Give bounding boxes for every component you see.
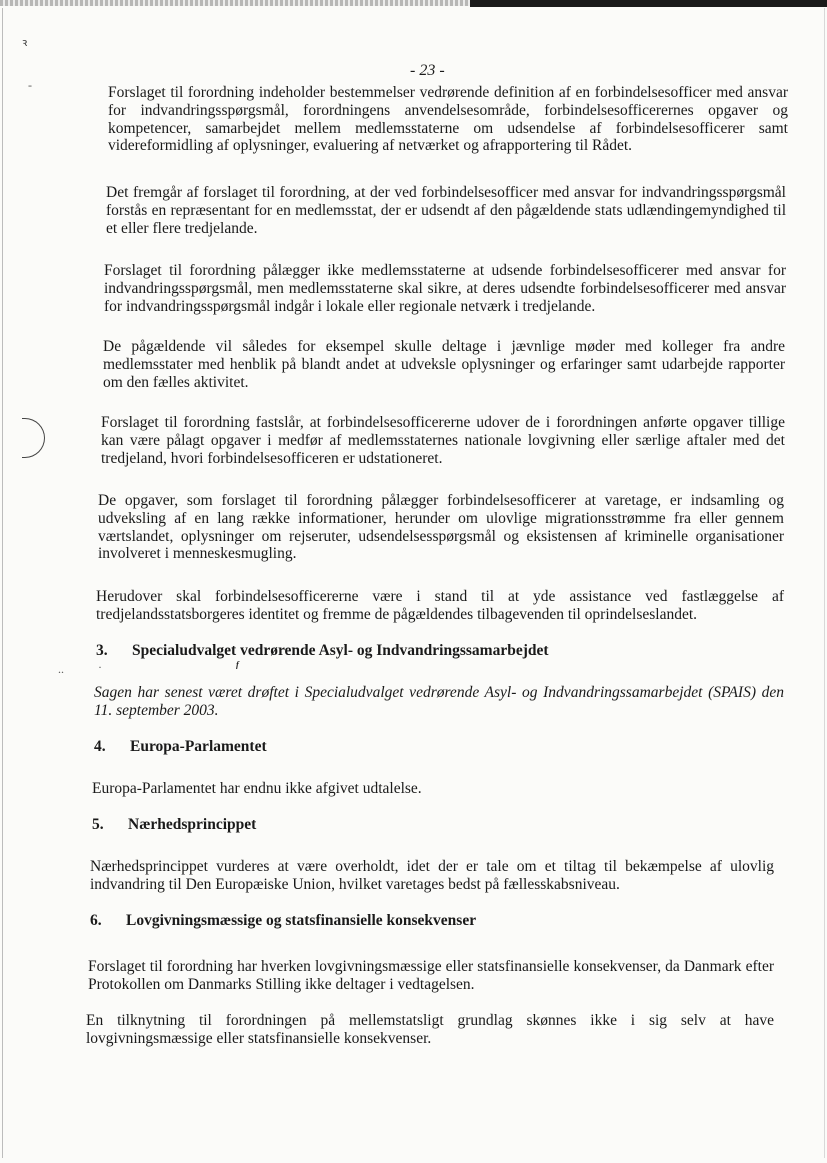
section-body: Nærhedsprincippet vurderes at være overholdt, idet der er tale om et tiltag til bekæmpelse af ulovlig indvandring til Den Europæiske Union, hvilket varetages bedst på fællesskabsniveau. — [90, 858, 774, 893]
section-number: 3. — [96, 642, 108, 659]
section-heading — [90, 912, 476, 930]
section-title: Nærhedsprincippet — [128, 816, 257, 833]
scan-artifact-top — [0, 0, 470, 6]
paragraph: Forslaget til forordning indeholder bestemmelser vedrørende definition af en forbindelsesofficer med ansvar for indvandringsspørgsmål, forordningens anvendelsesområde, forbindelsesofficerernes opgaver og kompetencer, samarbejdet mellem medlemsstaterne om udsendelse af forbindelsesofficerer samt videreformidling af oplysninger, evaluering af netværket og afrapportering til Rådet. — [108, 84, 788, 155]
section-body: Forslaget til forordning har hverken lovgivningsmæssige eller statsfinansielle konsekvenser, da Danmark efter Protokollen om Danmarks Stilling ikke deltager i vedtagelsen. — [88, 958, 774, 993]
paragraph: De pågældende vil således for eksempel skulle deltage i jævnlige møder med kolleger fra andre medlemsstater med henblik på blandt andet at udveksle oplysninger og erfaringer samt udarbejde rapporter om den fælles aktivitet. — [103, 338, 785, 391]
section-title: Lovgivningsmæssige og statsfinansielle konsekvenser — [126, 912, 477, 929]
section-body: En tilknytning til forordningen på mellemstatsligt grundlag skønnes ikke i sig selv at have lovgivningsmæssige eller statsfinansielle konsekvenser. — [86, 1012, 774, 1047]
section-number: 4. — [94, 738, 106, 755]
scan-speck: · — [98, 660, 102, 674]
paragraph: Det fremgår af forslaget til forordning, at der ved forbindelsesofficer med ansvar for indvandringsspørgsmål forstås en repræsentant for en medlemsstat, der er udsendt af den pågældende stats udlændingemyndighed til et eller flere tredjelande. — [106, 184, 786, 237]
section-title: Specialudvalget vedrørende Asyl- og Indvandringssamarbejdet — [132, 642, 549, 659]
page-number: - 23 - — [410, 62, 445, 79]
punch-hole-mark — [22, 418, 45, 458]
section-heading — [94, 738, 267, 756]
paragraph: Forslaget til forordning pålægger ikke medlemsstaterne at udsende forbindelsesofficerer med ansvar for indvandringsspørgsmål, men medlemsstaterne skal sikre, at deres udsendte forbindelsesofficerer med ansvar for indvandringsspørgsmål indgår i lokale eller regionale netværk i tredjelande. — [104, 262, 786, 315]
section-heading — [92, 816, 256, 834]
section-title: Europa-Parlamentet — [130, 738, 267, 755]
section-body: Europa-Parlamentet har endnu ikke afgivet udtalelse. — [92, 780, 422, 797]
section-heading — [96, 642, 549, 660]
scan-edge-right — [824, 8, 825, 1158]
margin-mark: ꝛ — [22, 37, 28, 49]
pen-mark: ᶠ — [236, 660, 239, 675]
section-body: Sagen har senest været drøftet i Specialudvalget vedrørende Asyl- og Indvandringssamarbejdet (SPAIS) den 11. september 2003. — [94, 684, 784, 719]
scan-artifact-bar — [470, 0, 827, 7]
section-number: 6. — [90, 912, 102, 929]
scan-speck: - — [28, 78, 32, 92]
section-number: 5. — [92, 816, 104, 833]
paragraph: De opgaver, som forslaget til forordning pålægger forbindelsesofficerer at varetage, er indsamling og udveksling af en lang række informationer, herunder om ulovlige migrationsstrømme fra eller gennem værtslandet, oplysninger om rejseruter, udsendelsesspørgsmål og eksistensen af kriminelle organisationer involveret i menneskesmugling. — [98, 492, 784, 563]
scan-edge-left — [2, 8, 3, 1158]
paragraph: Herudover skal forbindelsesofficererne være i stand til at yde assistance ved fastlæggelse af tredjelandsstatsborgeres identitet og fremme de pågældendes tilbagevenden til oprindelseslandet. — [96, 588, 784, 623]
scan-speck: .. — [58, 662, 64, 676]
paragraph: Forslaget til forordning fastslår, at forbindelsesofficererne udover de i forordningen anførte opgaver tillige kan være pålagt opgaver i medfør af medlemsstaternes nationale lovgivning eller særlige aftaler med det tredjeland, hvori forbindelsesofficeren er udstationeret. — [101, 414, 785, 467]
